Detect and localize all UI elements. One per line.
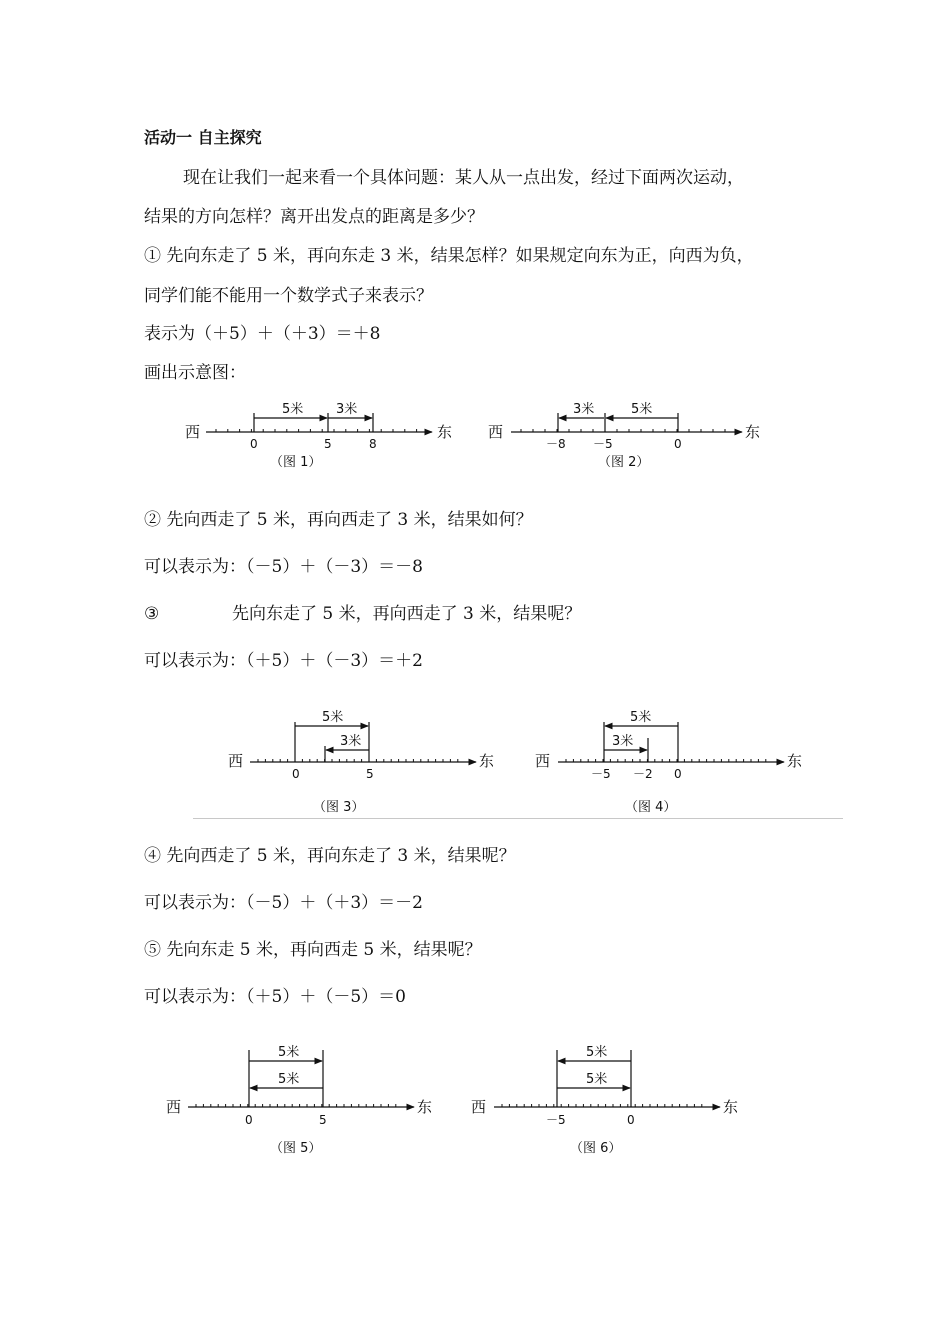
question-3-expression: 可以表示为：（＋5）＋（－3）＝＋2 [144, 651, 423, 671]
fig1-tick-5: 5 [324, 437, 332, 451]
question-4-expression: 可以表示为：（－5）＋（＋3）＝－2 [144, 893, 423, 913]
question-1-line-2: 同学们能不能用一个数学式子来表示？ [144, 286, 433, 306]
fig4-west-label: 西 [535, 752, 551, 770]
fig3-tick-5: 5 [366, 767, 374, 781]
fig3-tick-0: 0 [292, 767, 300, 781]
figure-1 [185, 401, 452, 470]
fig6-tick-neg5: －5 [546, 1113, 566, 1127]
fig6-tick-0: 0 [627, 1113, 635, 1127]
fig2-east-label: 东 [745, 423, 761, 441]
fig4-label-5m: 5米 [630, 710, 652, 725]
fig6-west-label: 西 [471, 1098, 487, 1116]
fig2-tick-neg5: －5 [593, 437, 613, 451]
question-4-text: ④ 先向西走了 5 米，再向东走了 3 米，结果呢？ [144, 846, 516, 866]
figure-3 [228, 709, 494, 815]
question-2-expression: 可以表示为：（－5）＋（－3）＝－8 [144, 557, 423, 577]
fig4-label-3m: 3米 [612, 734, 634, 749]
fig4-caption: （图 4） [625, 800, 677, 815]
figure-4 [535, 709, 802, 815]
section-title: 活动一 自主探究 [144, 128, 262, 147]
fig5-tick-5: 5 [319, 1113, 327, 1127]
fig3-west-label: 西 [228, 752, 244, 770]
separator-line [193, 818, 843, 819]
fig1-caption: （图 1） [270, 455, 322, 470]
fig6-label-a: 5米 [586, 1045, 608, 1060]
fig5-label-a: 5米 [278, 1045, 300, 1060]
fig5-east-label: 东 [417, 1098, 433, 1116]
intro-line-1: 现在让我们一起来看一个具体问题：某人从一点出发，经过下面两次运动， [183, 168, 744, 188]
fig1-label-5m: 5米 [282, 402, 304, 417]
fig3-label-5m: 5米 [322, 710, 344, 725]
question-1-line-1: ① 先向东走了 5 米，再向东走 3 米，结果怎样？如果规定向东为正，向西为负， [144, 246, 754, 266]
fig4-tick-0: 0 [674, 767, 682, 781]
figure-6 [471, 1044, 738, 1156]
fig2-label-3m: 3米 [573, 402, 595, 417]
fig5-west-label: 西 [166, 1098, 182, 1116]
fig4-east-label: 东 [787, 752, 803, 770]
fig1-label-3m: 3米 [336, 402, 358, 417]
fig1-west-label: 西 [185, 423, 201, 441]
fig1-tick-8: 8 [369, 437, 377, 451]
question-3-number: ③ [144, 604, 160, 624]
draw-diagram-label: 画出示意图： [144, 363, 246, 383]
fig1-east-label: 东 [437, 423, 453, 441]
fig6-label-b: 5米 [586, 1072, 608, 1087]
figure-2 [488, 401, 760, 470]
fig2-label-5m: 5米 [631, 402, 653, 417]
question-5-expression: 可以表示为：（＋5）＋（－5）＝0 [144, 987, 406, 1007]
fig5-caption: （图 5） [270, 1141, 322, 1156]
fig2-tick-0: 0 [674, 437, 682, 451]
fig2-tick-neg8: －8 [546, 437, 566, 451]
fig5-label-b: 5米 [278, 1072, 300, 1087]
fig4-tick-neg2: －2 [633, 767, 653, 781]
figure-5 [166, 1044, 432, 1156]
fig2-caption: （图 2） [598, 455, 650, 470]
question-5-text: ⑤ 先向东走 5 米，再向西走 5 米，结果呢？ [144, 940, 482, 960]
fig6-east-label: 东 [723, 1098, 739, 1116]
fig5-tick-0: 0 [245, 1113, 253, 1127]
intro-line-2: 结果的方向怎样？离开出发点的距离是多少？ [144, 207, 484, 227]
fig1-tick-0: 0 [250, 437, 258, 451]
question-2-text: ② 先向西走了 5 米，再向西走了 3 米，结果如何？ [144, 510, 533, 530]
fig3-label-3m: 3米 [340, 734, 362, 749]
fig3-caption: （图 3） [313, 800, 365, 815]
question-1-expression: 表示为（＋5）＋（＋3）＝＋8 [144, 324, 381, 344]
fig2-west-label: 西 [488, 423, 504, 441]
fig3-east-label: 东 [479, 752, 495, 770]
question-3-text: 先向东走了 5 米，再向西走了 3 米，结果呢？ [232, 604, 582, 624]
fig4-tick-neg5: －5 [591, 767, 611, 781]
fig6-caption: （图 6） [570, 1141, 622, 1156]
